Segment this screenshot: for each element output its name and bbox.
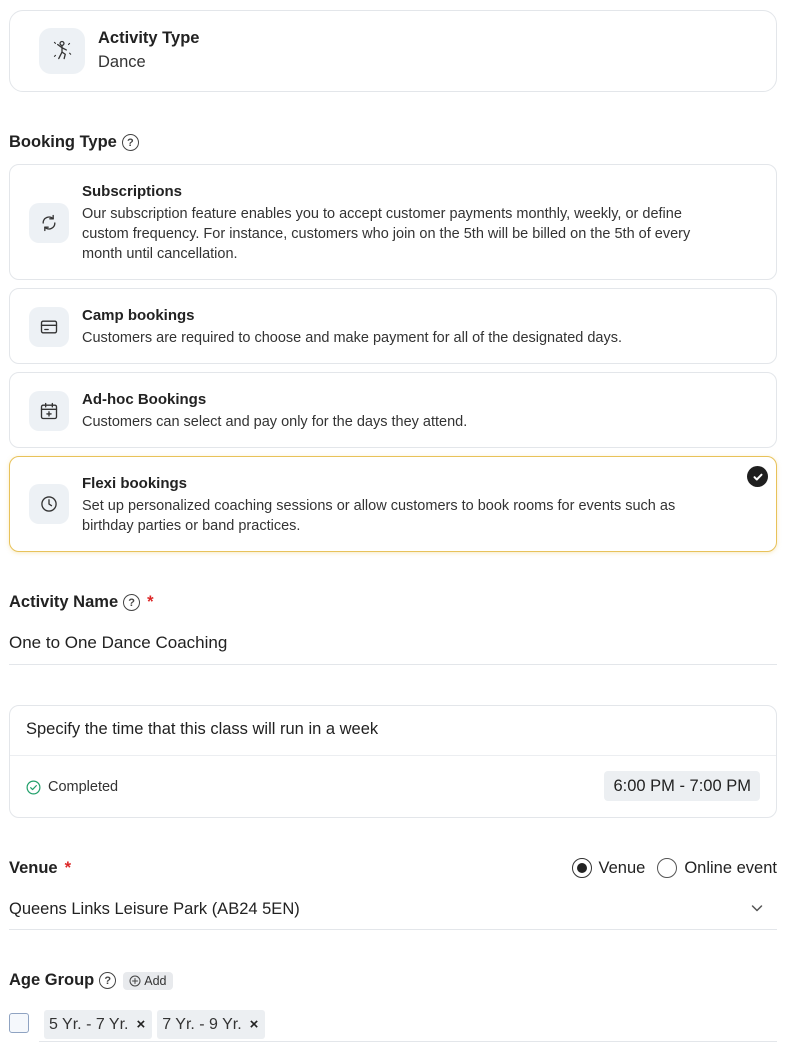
dance-icon <box>39 28 85 74</box>
activity-name-input[interactable]: One to One Dance Coaching <box>9 633 777 665</box>
remove-tag-icon[interactable]: × <box>249 1016 259 1033</box>
age-tag: 7 Yr. - 9 Yr. × <box>157 1010 265 1039</box>
booking-option-title: Flexi bookings <box>82 475 188 492</box>
time-range-chip[interactable]: 6:00 PM - 7:00 PM <box>604 771 760 801</box>
booking-option-description: Set up personalized coaching sessions or allow customers to book rooms for events such as birthday parties or band practices. <box>82 498 676 534</box>
activity-type-card[interactable] <box>9 10 777 92</box>
booking-option-description: Customers are required to choose and make payment for all of the designated days. <box>82 330 623 346</box>
booking-option-adhoc[interactable] <box>9 372 777 448</box>
status-badge: Completed <box>26 779 118 795</box>
schedule-card <box>9 705 777 818</box>
activity-type-title: Activity Type <box>98 29 200 47</box>
radio-selected-icon <box>572 858 592 878</box>
booking-option-title: Camp bookings <box>82 307 195 324</box>
booking-option-description: Our subscription feature enables you to accept customer payments monthly, weekly, or define custom frequency. For instance, customers who join on the 5th will be billed on the 5th of every month until cancellation. <box>82 206 691 262</box>
booking-option-title: Ad-hoc Bookings <box>82 391 207 408</box>
schedule-heading: Specify the time that this class will run in a week <box>26 720 379 738</box>
venue-type-radio-group <box>572 858 777 878</box>
card-icon <box>29 307 69 347</box>
age-group-tags[interactable] <box>39 1010 777 1042</box>
help-icon[interactable]: ? <box>99 972 116 989</box>
radio-venue[interactable]: Venue <box>572 858 646 878</box>
clock-icon <box>29 484 69 524</box>
booking-option-title: Subscriptions <box>82 183 183 200</box>
help-icon[interactable]: ? <box>123 594 140 611</box>
age-tag: 5 Yr. - 7 Yr. × <box>44 1010 152 1039</box>
check-circle-icon <box>26 780 41 795</box>
age-group-label: Age Group ? Add <box>9 971 173 990</box>
booking-option-flexi[interactable] <box>9 456 777 552</box>
booking-option-description: Customers can select and pay only for the days they attend. <box>82 414 468 430</box>
venue-label: Venue * <box>9 859 72 877</box>
help-icon[interactable]: ? <box>122 134 139 151</box>
calendar-plus-icon <box>29 391 69 431</box>
booking-option-subscriptions[interactable] <box>9 164 777 280</box>
required-marker: * <box>147 593 154 611</box>
plus-circle-icon <box>129 975 141 987</box>
chevron-down-icon <box>749 900 765 916</box>
activity-type-value: Dance <box>98 53 146 71</box>
venue-select[interactable]: Queens Links Leisure Park (AB24 5EN) <box>9 898 777 930</box>
required-marker: * <box>64 859 72 877</box>
booking-option-camp[interactable] <box>9 288 777 364</box>
booking-type-label: Booking Type ? <box>9 133 139 152</box>
radio-online-event[interactable]: Online event <box>657 858 777 878</box>
radio-unselected-icon <box>657 858 677 878</box>
selected-check-icon <box>747 466 768 487</box>
add-age-group-button[interactable]: Add <box>123 972 172 990</box>
refresh-icon <box>29 203 69 243</box>
activity-name-label: Activity Name ? * <box>9 593 154 611</box>
divider <box>10 755 776 756</box>
age-group-checkbox[interactable] <box>9 1013 29 1033</box>
remove-tag-icon[interactable]: × <box>136 1016 146 1033</box>
